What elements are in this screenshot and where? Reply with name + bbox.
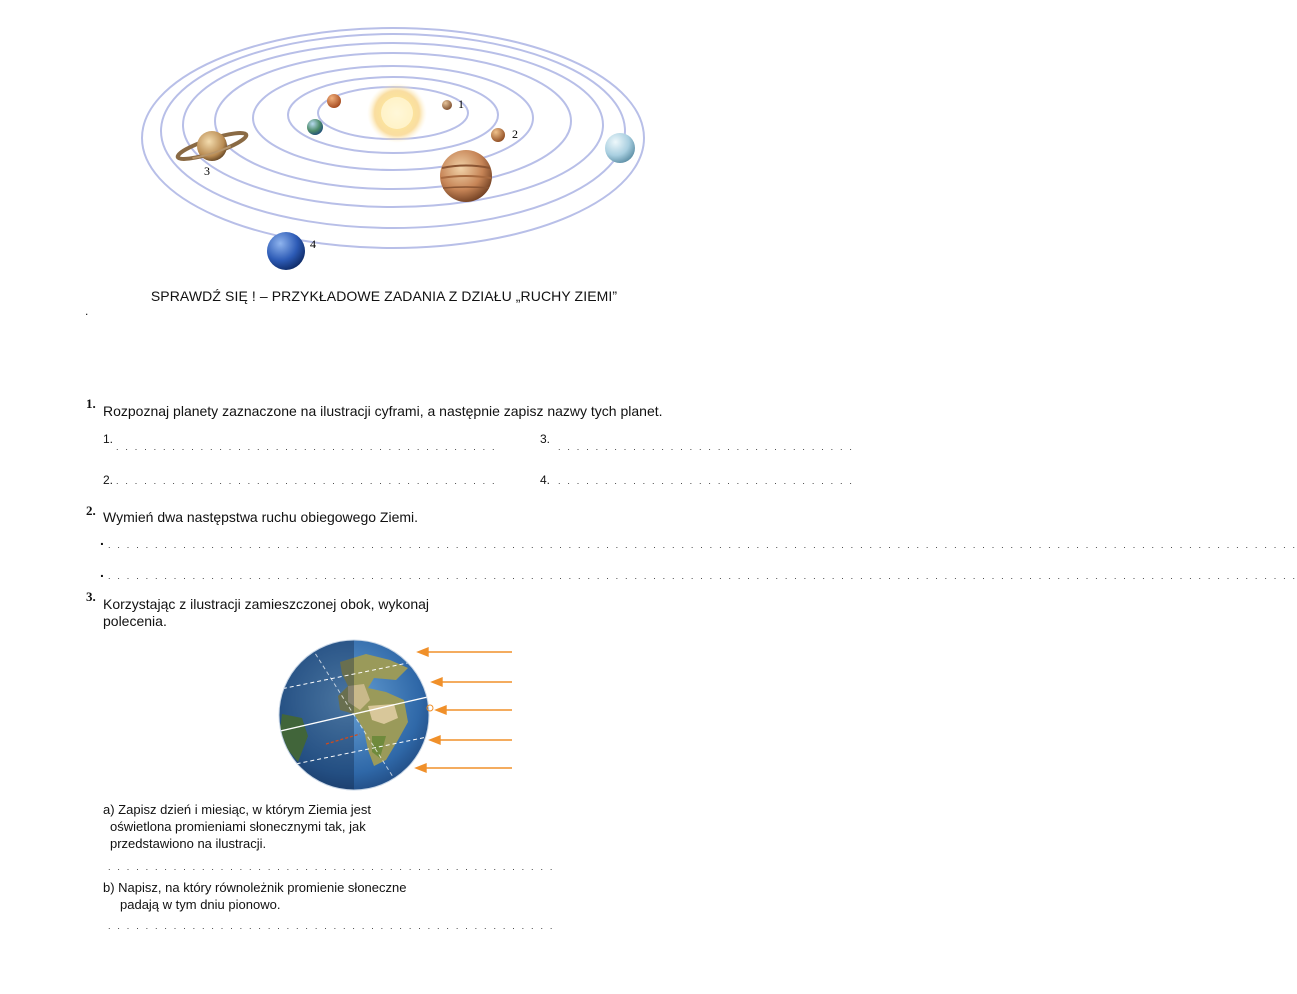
mars-planet bbox=[327, 94, 341, 108]
jupiter-planet bbox=[440, 150, 492, 202]
consequence-2-field[interactable]: . . . . . . . . . . . . . . . . . . . . . . . . . . . . . . . . . . . . . . . . . . . . . . . . . . . . . . . . . . . . . . . . . . . . . . . . . . . . . . . . . . . . . . . . . . . . . . . . . . . . . . . . . . . . . . . . . . . . . . . . . . . . . . . bbox=[108, 571, 1297, 581]
venus-planet bbox=[491, 128, 505, 142]
bullet-1: . bbox=[100, 532, 104, 548]
subquestion-a-line3: przedstawiono na ilustracji. bbox=[110, 836, 267, 851]
earth-illumination-diagram bbox=[268, 640, 528, 790]
question-1-text: Rozpoznaj planety zaznaczone na ilustracji cyframi, a następnie zapisz nazwy tych planet. bbox=[103, 403, 663, 419]
subquestion-b-line2: padają w tym dniu pionowo. bbox=[120, 897, 281, 912]
answer-3-label: 3. bbox=[540, 432, 551, 446]
consequence-1-field[interactable]: . . . . . . . . . . . . . . . . . . . . . . . . . . . . . . . . . . . . . . . . . . . . . . . . . . . . . . . . . . . . . . . . . . . . . . . . . . . . . . . . . . . . . . . . . . . . . . . . . . . . . . . . . . . . . . . . . . . . . . . . . . . . . . . bbox=[108, 540, 1297, 550]
answer-2-field[interactable]: . . . . . . . . . . . . . . . . . . . . . . . . . . . . . . . . . . . . . . . . . bbox=[116, 476, 497, 486]
subquestion-b-line1: b) Napisz, na który równoleżnik promienie słoneczne bbox=[103, 880, 407, 895]
answer-1-field[interactable]: . . . . . . . . . . . . . . . . . . . . . . . . . . . . . . . . . . . . . . . . . bbox=[116, 442, 497, 452]
planet-label-1: 1 bbox=[458, 97, 464, 111]
answer-4-field[interactable]: . . . . . . . . . . . . . . . . . . . . . . . . . . . . . . . . bbox=[558, 476, 855, 486]
subquestion-a-line2: oświetlona promieniami słonecznymi tak, jak bbox=[110, 819, 366, 834]
question-2-text: Wymień dwa następstwa ruchu obiegowego Ziemi. bbox=[103, 509, 419, 525]
date-answer-field[interactable]: . . . . . . . . . . . . . . . . . . . . . . . . . . . . . . . . . . . . . . . . . . . . . . . . bbox=[108, 862, 555, 872]
planet-label-4: 4 bbox=[310, 237, 316, 251]
question-2-number: 2. bbox=[86, 503, 96, 518]
bullet-2: . bbox=[100, 564, 104, 580]
answer-4-label: 4. bbox=[540, 473, 551, 487]
saturn-planet bbox=[176, 128, 249, 164]
parallel-answer-field[interactable]: . . . . . . . . . . . . . . . . . . . . . . . . . . . . . . . . . . . . . . . . . . . . . . . . bbox=[108, 921, 555, 931]
mercury bbox=[442, 100, 452, 110]
question-3-text-line2: polecenia. bbox=[103, 613, 167, 629]
answer-3-field[interactable]: . . . . . . . . . . . . . . . . . . . . . . . . . . . . . . . . bbox=[558, 442, 855, 452]
solar-system-diagram bbox=[0, 0, 768, 280]
question-1-number: 1. bbox=[86, 396, 96, 411]
sun-rays bbox=[416, 648, 512, 772]
earth-globe bbox=[276, 640, 433, 790]
answer-1-label: 1. bbox=[103, 432, 114, 446]
stray-dot: . bbox=[85, 304, 89, 318]
earth-small bbox=[307, 119, 323, 135]
answer-2-label: 2. bbox=[103, 473, 114, 487]
subquestion-a-line1: a) Zapisz dzień i miesiąc, w którym Ziemia jest bbox=[103, 802, 372, 817]
question-3-text-line1: Korzystając z ilustracji zamieszczonej obok, wykonaj bbox=[103, 596, 430, 612]
neptune-planet bbox=[267, 232, 305, 270]
uranus-planet bbox=[605, 133, 635, 163]
planet-label-2: 2 bbox=[512, 127, 518, 141]
question-3-number: 3. bbox=[86, 589, 96, 604]
page-title: SPRAWDŹ SIĘ ! – PRZYKŁADOWE ZADANIA Z DZIAŁU „RUCHY ZIEMI” bbox=[150, 288, 618, 304]
planet-label-3: 3 bbox=[204, 164, 210, 178]
